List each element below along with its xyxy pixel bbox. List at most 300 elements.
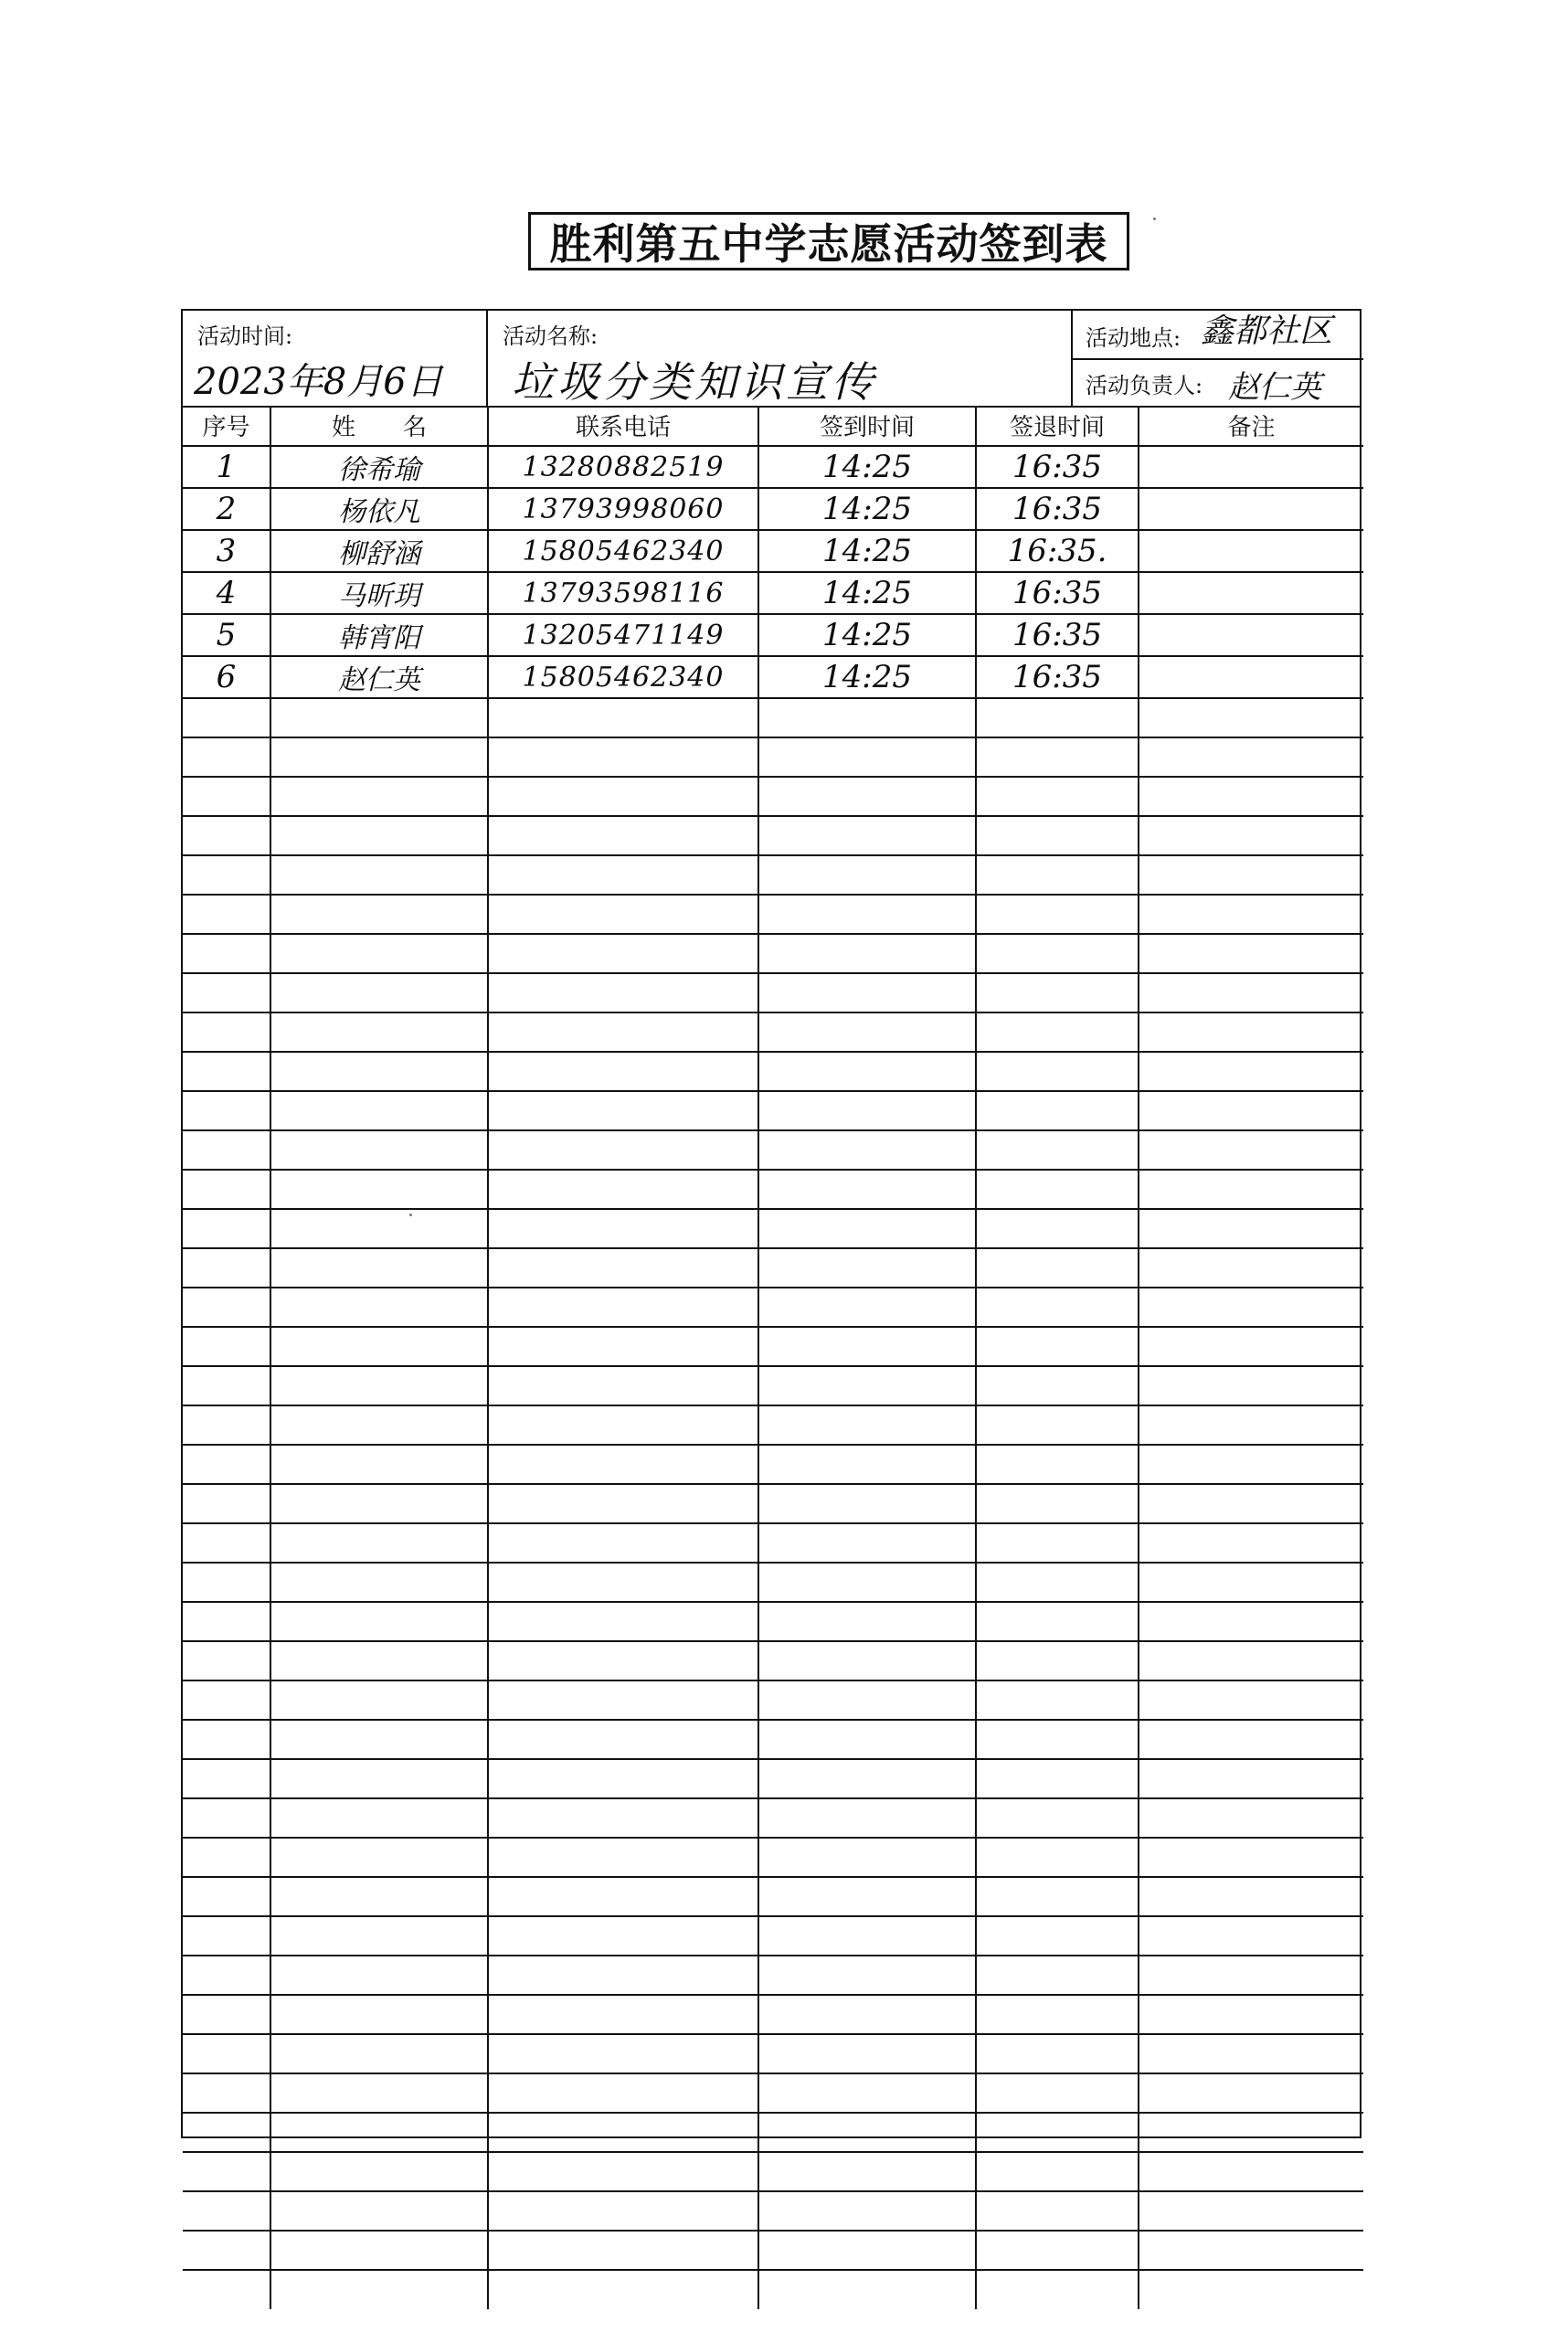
table-row-empty (183, 1563, 1363, 1602)
table-row (183, 530, 1363, 572)
cell-phone: 13280882519 (488, 446, 758, 488)
cell-signin (758, 1405, 976, 1445)
cell-signout (976, 895, 1139, 934)
cell-name (270, 1170, 488, 1209)
cell-no (183, 1798, 270, 1838)
table-row-empty (183, 2231, 1363, 2270)
cell-signout (976, 1405, 1139, 1445)
cell-note (1139, 656, 1363, 698)
cell-note (1139, 1956, 1363, 1995)
cell-signin (758, 2113, 976, 2152)
cell-phone (488, 1956, 758, 1995)
cell-note (1139, 2152, 1363, 2191)
cell-no (183, 2034, 270, 2073)
cell-phone (488, 1916, 758, 1956)
cell-name (270, 1641, 488, 1680)
cell-no: 5 (183, 614, 270, 656)
cell-no (183, 2073, 270, 2113)
cell-phone (488, 1523, 758, 1563)
activity-location-lead-cell (1073, 311, 1363, 406)
cell-note (1139, 1759, 1363, 1798)
table-row-empty (183, 1995, 1363, 2034)
cell-name: 赵仁英 (270, 656, 488, 698)
cell-no (183, 1641, 270, 1680)
cell-phone: 15805462340 (488, 656, 758, 698)
cell-signin (758, 737, 976, 777)
table-row-empty (183, 698, 1363, 737)
table-row-empty (183, 1720, 1363, 1759)
cell-phone: 13793598116 (488, 572, 758, 614)
col-header-note: 备注 (1139, 406, 1363, 446)
col-header-name: 姓 名 (270, 406, 488, 446)
activity-leader-value: 赵仁英 (1228, 369, 1321, 406)
cell-name: 徐希瑜 (270, 446, 488, 488)
cell-no (183, 1405, 270, 1445)
table-row-empty (183, 1405, 1363, 1445)
cell-phone (488, 816, 758, 855)
activity-leader-label: 活动负责人: (1086, 373, 1203, 398)
table-row-empty (183, 1091, 1363, 1130)
cell-phone (488, 1091, 758, 1130)
cell-no (183, 973, 270, 1012)
cell-signin: 14:25 (758, 572, 976, 614)
cell-name (270, 1484, 488, 1523)
table-row (183, 614, 1363, 656)
cell-signin: 14:25 (758, 614, 976, 656)
cell-no: 2 (183, 488, 270, 530)
col-header-signin: 签到时间 (758, 406, 976, 446)
cell-note (1139, 737, 1363, 777)
cell-signout (976, 1956, 1139, 1995)
cell-note (1139, 1523, 1363, 1563)
cell-note (1139, 1995, 1363, 2034)
signin-sheet (181, 309, 1361, 2138)
cell-no (183, 2113, 270, 2152)
cell-phone (488, 895, 758, 934)
cell-phone (488, 1288, 758, 1327)
table-row-empty (183, 895, 1363, 934)
cell-no (183, 1838, 270, 1877)
cell-phone (488, 698, 758, 737)
cell-note (1139, 1641, 1363, 1680)
table-row-empty (183, 1641, 1363, 1680)
cell-phone (488, 2152, 758, 2191)
cell-signin: 14:25 (758, 488, 976, 530)
table-row-empty (183, 1327, 1363, 1366)
cell-no: 1 (183, 446, 270, 488)
activity-time-label: 活动时间: (197, 323, 293, 349)
cell-phone (488, 1484, 758, 1523)
activity-info (183, 311, 1360, 408)
table-row (183, 572, 1363, 614)
cell-name (270, 855, 488, 895)
cell-signin (758, 1052, 976, 1091)
cell-signin (758, 1288, 976, 1327)
cell-note (1139, 2113, 1363, 2152)
cell-phone (488, 855, 758, 895)
table-row-empty (183, 2113, 1363, 2152)
table-row-empty (183, 1012, 1363, 1052)
cell-signout (976, 1012, 1139, 1052)
cell-no (183, 1445, 270, 1484)
cell-note (1139, 2231, 1363, 2270)
cell-name (270, 1130, 488, 1170)
cell-signout (976, 1366, 1139, 1405)
table-row-empty (183, 934, 1363, 973)
table-row-empty (183, 1170, 1363, 1209)
cell-phone: 15805462340 (488, 530, 758, 572)
cell-signin (758, 1838, 976, 1877)
cell-phone (488, 1170, 758, 1209)
cell-signin (758, 1995, 976, 2034)
cell-signin (758, 1366, 976, 1405)
cell-signin: 14:25 (758, 446, 976, 488)
cell-signout (976, 1798, 1139, 1838)
cell-signout: 16:35 (976, 488, 1139, 530)
cell-signin: 14:25 (758, 656, 976, 698)
cell-signin (758, 2191, 976, 2231)
cell-name (270, 1995, 488, 2034)
cell-no (183, 895, 270, 934)
table-row (183, 656, 1363, 698)
cell-name (270, 1327, 488, 1366)
table-row-empty (183, 855, 1363, 895)
table-row-empty (183, 737, 1363, 777)
cell-signout (976, 973, 1139, 1012)
cell-note (1139, 1602, 1363, 1641)
table-row-empty (183, 2073, 1363, 2113)
table-row-empty (183, 816, 1363, 855)
cell-signout (976, 2191, 1139, 2231)
activity-name-label: 活动名称: (503, 323, 599, 349)
cell-phone (488, 934, 758, 973)
cell-signin (758, 1680, 976, 1720)
table-header-row (183, 406, 1363, 446)
cell-no (183, 1288, 270, 1327)
cell-signin (758, 973, 976, 1012)
table-row-empty (183, 2034, 1363, 2073)
cell-note (1139, 1838, 1363, 1877)
cell-note (1139, 1405, 1363, 1445)
col-header-phone: 联系电话 (488, 406, 758, 446)
cell-note (1139, 446, 1363, 488)
cell-note (1139, 1366, 1363, 1405)
cell-name: 韩宵阳 (270, 614, 488, 656)
cell-note (1139, 934, 1363, 973)
cell-signin (758, 1641, 976, 1680)
cell-note (1139, 572, 1363, 614)
cell-signin: 14:25 (758, 530, 976, 572)
activity-time-value: 2023年8月6日 (194, 361, 443, 403)
cell-name (270, 1445, 488, 1484)
cell-note (1139, 614, 1363, 656)
cell-name (270, 1248, 488, 1288)
paper-speck (1153, 217, 1156, 220)
cell-no (183, 1602, 270, 1641)
cell-name (270, 973, 488, 1012)
cell-phone (488, 1641, 758, 1680)
cell-signout (976, 1838, 1139, 1877)
cell-no (183, 1877, 270, 1916)
cell-signout: 16:35. (976, 530, 1139, 572)
cell-phone (488, 2113, 758, 2152)
cell-note (1139, 1445, 1363, 1484)
table-row-empty (183, 1956, 1363, 1995)
table-row-empty (183, 1602, 1363, 1641)
cell-signout (976, 1091, 1139, 1130)
cell-signout (976, 1563, 1139, 1602)
cell-signin (758, 1209, 976, 1248)
cell-phone (488, 1877, 758, 1916)
cell-signin (758, 1956, 976, 1995)
cell-name (270, 1798, 488, 1838)
table-row-empty (183, 1838, 1363, 1877)
table-row-empty (183, 1759, 1363, 1798)
cell-no (183, 1563, 270, 1602)
cell-no (183, 1720, 270, 1759)
activity-name-cell (488, 311, 1073, 406)
cell-name (270, 1563, 488, 1602)
cell-signout (976, 2113, 1139, 2152)
cell-note (1139, 1091, 1363, 1130)
cell-name (270, 1523, 488, 1563)
cell-signout (976, 1720, 1139, 1759)
cell-note (1139, 1288, 1363, 1327)
cell-name: 杨依凡 (270, 488, 488, 530)
cell-signin (758, 1602, 976, 1641)
cell-name (270, 2073, 488, 2113)
cell-signin (758, 1327, 976, 1366)
cell-signin (758, 2034, 976, 2073)
cell-signin (758, 2270, 976, 2309)
table-row-empty (183, 1484, 1363, 1523)
cell-signin (758, 855, 976, 895)
cell-phone (488, 2231, 758, 2270)
cell-no (183, 1523, 270, 1563)
cell-signin (758, 895, 976, 934)
cell-no (183, 1680, 270, 1720)
cell-name (270, 1916, 488, 1956)
cell-note (1139, 2270, 1363, 2309)
cell-note (1139, 1798, 1363, 1838)
cell-signout (976, 2152, 1139, 2191)
cell-phone (488, 2191, 758, 2231)
activity-location-label: 活动地点: (1086, 325, 1181, 351)
cell-name (270, 737, 488, 777)
cell-name (270, 1720, 488, 1759)
col-header-signout: 签退时间 (976, 406, 1139, 446)
cell-no (183, 1012, 270, 1052)
cell-note (1139, 1130, 1363, 1170)
cell-phone (488, 777, 758, 816)
cell-phone (488, 1602, 758, 1641)
cell-signin (758, 1563, 976, 1602)
cell-signout (976, 1759, 1139, 1798)
cell-phone (488, 1366, 758, 1405)
activity-name-value: 垃圾分类知识宣传 (512, 357, 877, 407)
cell-phone (488, 2034, 758, 2073)
cell-phone (488, 1209, 758, 1248)
cell-note (1139, 816, 1363, 855)
cell-phone (488, 1445, 758, 1484)
table-row-empty (183, 1248, 1363, 1288)
cell-note (1139, 855, 1363, 895)
cell-signout (976, 855, 1139, 895)
cell-phone (488, 1680, 758, 1720)
cell-signin (758, 1170, 976, 1209)
table-row (183, 446, 1363, 488)
cell-phone (488, 1052, 758, 1091)
cell-note (1139, 895, 1363, 934)
cell-signin (758, 1484, 976, 1523)
cell-signin (758, 777, 976, 816)
cell-name (270, 1956, 488, 1995)
cell-signin (758, 1798, 976, 1838)
cell-note (1139, 1012, 1363, 1052)
cell-signout: 16:35 (976, 614, 1139, 656)
cell-name (270, 1602, 488, 1641)
cell-signout (976, 2034, 1139, 2073)
cell-phone (488, 1130, 758, 1170)
cell-signout (976, 1995, 1139, 2034)
cell-signin (758, 1445, 976, 1484)
cell-signin (758, 1091, 976, 1130)
cell-note (1139, 1248, 1363, 1288)
cell-no (183, 1366, 270, 1405)
cell-note (1139, 698, 1363, 737)
cell-no (183, 1484, 270, 1523)
paper-speck (409, 1214, 412, 1216)
cell-no (183, 1956, 270, 1995)
cell-note (1139, 1916, 1363, 1956)
cell-no (183, 737, 270, 777)
cell-signin (758, 1523, 976, 1563)
cell-note (1139, 2034, 1363, 2073)
cell-name (270, 1838, 488, 1877)
cell-name (270, 2191, 488, 2231)
cell-no (183, 1209, 270, 1248)
cell-phone (488, 737, 758, 777)
signin-table (183, 406, 1363, 2309)
cell-name: 柳舒涵 (270, 530, 488, 572)
cell-name (270, 2152, 488, 2191)
cell-signout (976, 1916, 1139, 1956)
cell-signout (976, 1641, 1139, 1680)
cell-signout (976, 1209, 1139, 1248)
cell-name (270, 1288, 488, 1327)
cell-no: 3 (183, 530, 270, 572)
cell-signin (758, 698, 976, 737)
cell-no (183, 2152, 270, 2191)
cell-phone (488, 1798, 758, 1838)
cell-name (270, 2270, 488, 2309)
cell-note (1139, 1680, 1363, 1720)
activity-location-row (1073, 311, 1363, 360)
cell-no: 6 (183, 656, 270, 698)
cell-signout (976, 1484, 1139, 1523)
cell-note (1139, 1209, 1363, 1248)
cell-name (270, 2034, 488, 2073)
cell-name (270, 1366, 488, 1405)
cell-signout: 16:35 (976, 656, 1139, 698)
cell-signout (976, 1445, 1139, 1484)
cell-name (270, 895, 488, 934)
cell-signout (976, 698, 1139, 737)
cell-no (183, 1052, 270, 1091)
table-row-empty (183, 1877, 1363, 1916)
cell-phone (488, 2270, 758, 2309)
cell-name (270, 777, 488, 816)
cell-signout (976, 1523, 1139, 1563)
cell-no (183, 1759, 270, 1798)
activity-location-value: 鑫都社区 (1201, 313, 1333, 350)
cell-note (1139, 2191, 1363, 2231)
cell-phone (488, 1248, 758, 1288)
cell-phone: 13205471149 (488, 614, 758, 656)
cell-no (183, 1916, 270, 1956)
cell-phone (488, 1405, 758, 1445)
cell-signout (976, 1680, 1139, 1720)
cell-phone (488, 2073, 758, 2113)
cell-name (270, 816, 488, 855)
cell-phone (488, 973, 758, 1012)
cell-name (270, 1209, 488, 1248)
cell-signout (976, 1170, 1139, 1209)
cell-no (183, 1091, 270, 1130)
cell-no (183, 1170, 270, 1209)
cell-signout (976, 1130, 1139, 1170)
cell-name (270, 1405, 488, 1445)
table-row-empty (183, 1798, 1363, 1838)
cell-name (270, 1759, 488, 1798)
table-row-empty (183, 1680, 1363, 1720)
table-row-empty (183, 1523, 1363, 1563)
cell-note (1139, 530, 1363, 572)
cell-phone (488, 1995, 758, 2034)
cell-note (1139, 1877, 1363, 1916)
cell-signout: 16:35 (976, 572, 1139, 614)
page-title: 胜利第五中学志愿活动签到表 (528, 212, 1129, 270)
cell-signout (976, 816, 1139, 855)
table-row-empty (183, 2152, 1363, 2191)
cell-phone (488, 1012, 758, 1052)
cell-name (270, 698, 488, 737)
cell-no (183, 1130, 270, 1170)
cell-note (1139, 1052, 1363, 1091)
cell-note (1139, 777, 1363, 816)
cell-signin (758, 934, 976, 973)
cell-signout (976, 1052, 1139, 1091)
cell-name (270, 1877, 488, 1916)
cell-note (1139, 1563, 1363, 1602)
cell-name (270, 934, 488, 973)
cell-signin (758, 816, 976, 855)
table-row-empty (183, 1288, 1363, 1327)
table-row-empty (183, 1916, 1363, 1956)
cell-signin (758, 2152, 976, 2191)
cell-signout (976, 1602, 1139, 1641)
cell-name (270, 2231, 488, 2270)
cell-no (183, 2231, 270, 2270)
cell-note (1139, 1170, 1363, 1209)
cell-signout (976, 1327, 1139, 1366)
cell-name (270, 1052, 488, 1091)
cell-signout (976, 1288, 1139, 1327)
cell-no (183, 777, 270, 816)
activity-leader-row (1073, 358, 1363, 406)
cell-note (1139, 1484, 1363, 1523)
table-row-empty (183, 1209, 1363, 1248)
